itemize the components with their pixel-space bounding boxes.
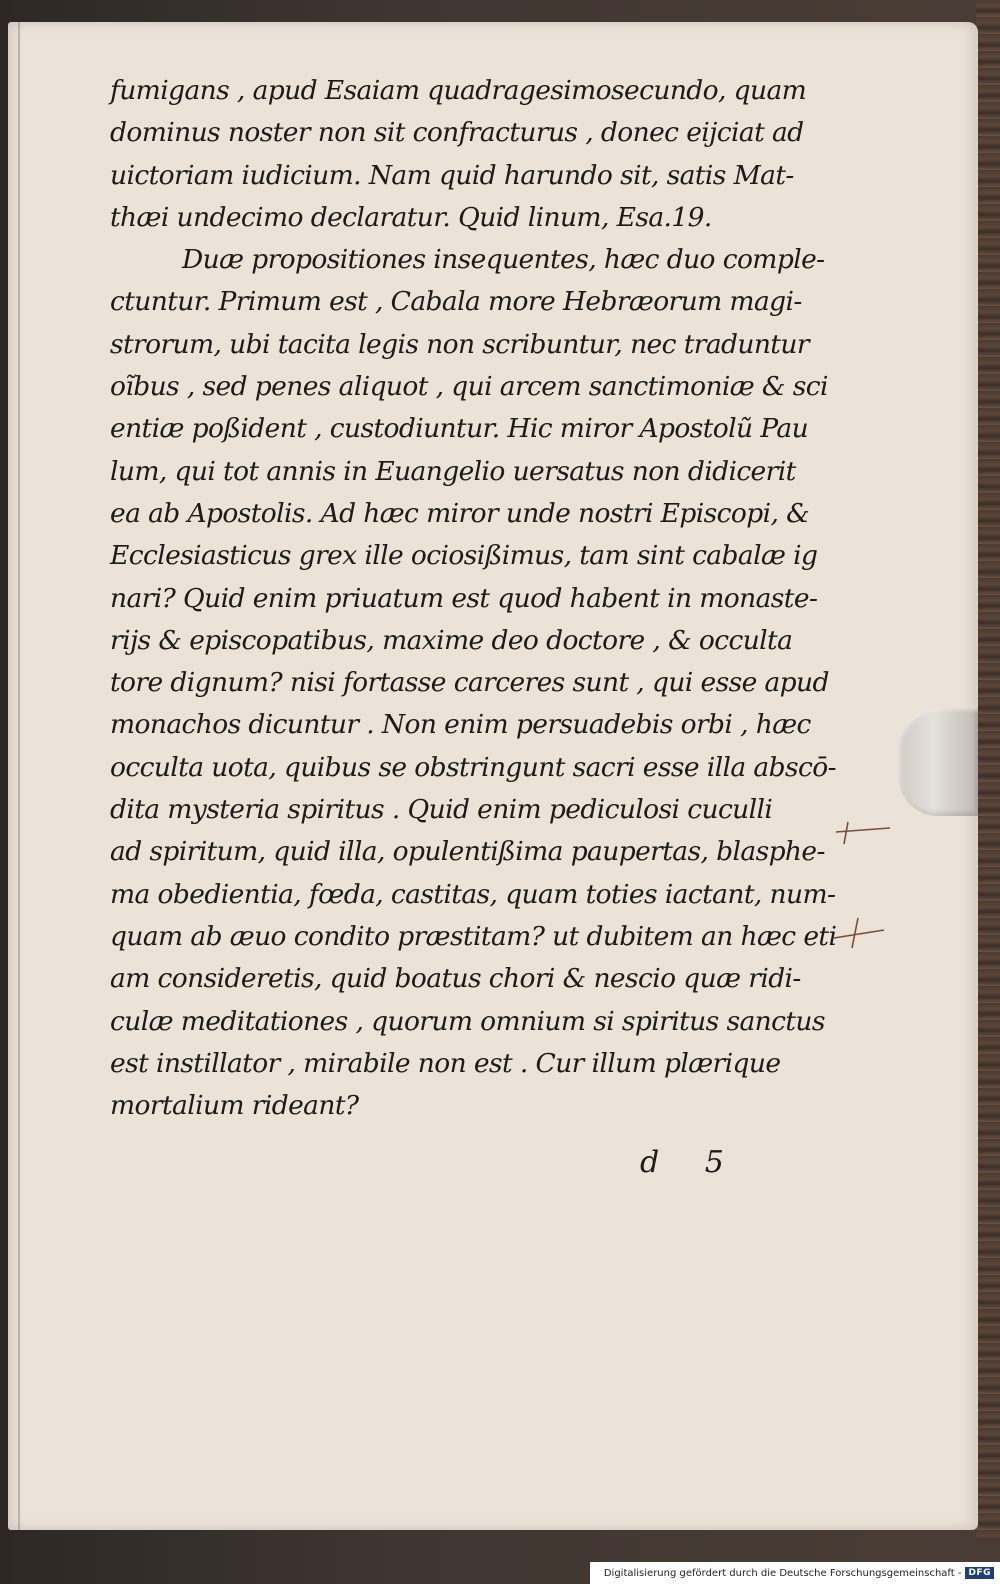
paragraph-start-line: Duæ propositiones insequentes, hæc duo comple- (182, 244, 825, 276)
text-line: nari? Quid enim priuatum est quod habent in monaste- (110, 582, 818, 614)
text-line: dita mysteria spiritus . Quid enim pediculosi cuculli (110, 794, 773, 826)
book-cover-edge (976, 0, 1000, 1540)
text-line: ctuntur. Primum est , Cabala more Hebræorum magi- (110, 286, 802, 318)
page-clip (898, 708, 978, 816)
text-line: Ecclesiasticus grex ille ociosißimus, tam sint cabalæ ig (110, 540, 818, 572)
text-line: culæ meditationes , quorum omnium si spiritus sanctus (110, 1005, 825, 1037)
text-line: ma obedientia, fœda, castitas, quam toties iactant, num- (110, 878, 836, 910)
text-line: monachos dicuntur . Non enim persuadebis orbi , hæc (110, 709, 811, 741)
page-text-block (110, 70, 837, 1127)
digitization-credit-text: Digitalisierung gefördert durch die Deutsche Forschungsgemeinschaft - (603, 1567, 962, 1579)
margin-cross-mark (834, 812, 894, 852)
text-line: mortalium rideant? (110, 1090, 359, 1122)
margin-cross-mark (830, 912, 890, 952)
text-line: uictoriam iudicium. Nam quid harundo sit, satis Mat- (110, 159, 794, 191)
dfg-logo: DFG (965, 1567, 994, 1579)
text-line: lum, qui tot annis in Euangelio uersatus non didicerit (110, 455, 796, 487)
text-line: am consideretis, quid boatus chori & nescio quæ ridi- (110, 963, 801, 995)
text-line: tore dignum? nisi fortasse carceres sunt , qui esse apud (110, 667, 829, 699)
text-line: occulta uota, quibus se obstringunt sacri esse illa abscō- (110, 751, 836, 783)
text-line: entiæ poßident , custodiuntur. Hic miror Apostolũ Pau (110, 413, 809, 445)
page-gutter-line (18, 22, 20, 1530)
signature-mark: d 5 (640, 1145, 742, 1180)
text-line: est instillator , mirabile non est . Cur illum plærique (110, 1047, 781, 1079)
text-line: dominus noster non sit confracturus , donec eijciat ad (110, 117, 804, 149)
text-line: quam ab æuo condito præstitam? ut dubitem an hæc eti (110, 920, 837, 952)
text-line: strorum, ubi tacita legis non scribuntur, nec traduntur (110, 328, 809, 360)
text-line: thæi undecimo declaratur. Quid linum, Esa.19. (110, 201, 712, 233)
text-line: fumigans , apud Esaiam quadragesimosecundo, quam (110, 75, 807, 106)
text-line: oĩbus , sed penes aliquot , qui arcem sanctimoniæ & sci (110, 371, 828, 403)
text-line: rijs & episcopatibus, maxime deo doctore , & occulta (110, 624, 793, 656)
text-line: ad spiritum, quid illa, opulentißima paupertas, blasphe- (110, 836, 825, 868)
text-line: ea ab Apostolis. Ad hæc miror unde nostri Episcopi, & (110, 497, 810, 529)
digitization-credit-bar (590, 1562, 1000, 1584)
